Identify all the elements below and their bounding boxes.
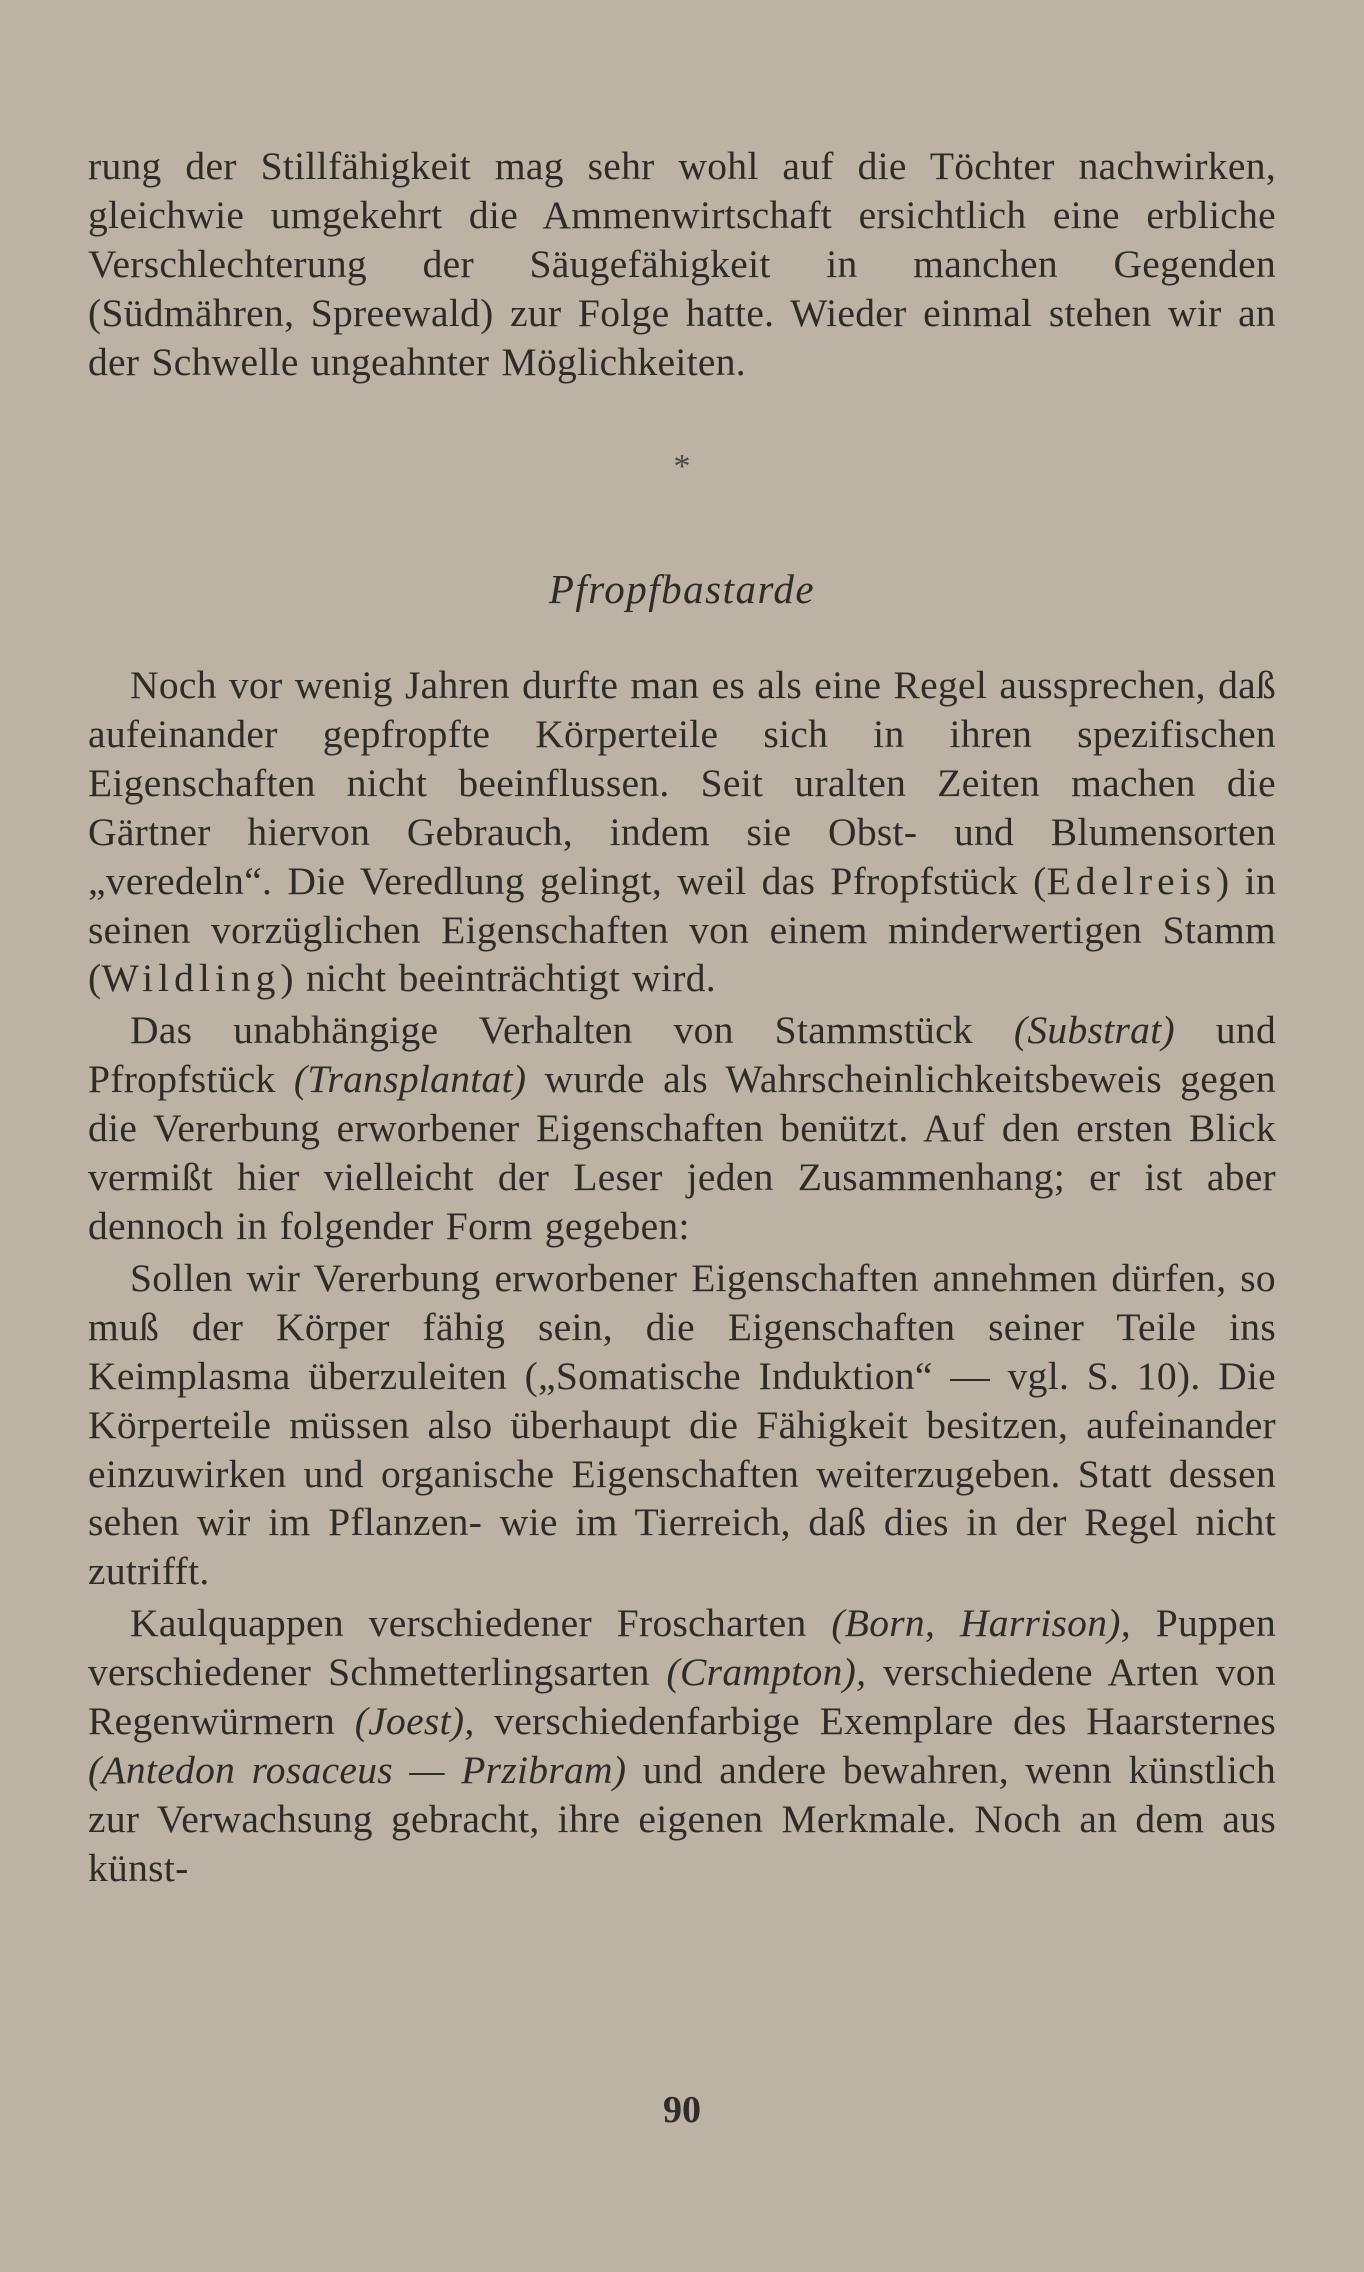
term-wildling: Wildling <box>101 956 281 1001</box>
p1-text-a: Noch vor wenig Jahren durfte man es als eine Regel aussprechen, daß aufeinander gepfropfte Körperteile sich in ihren spezifischen Eigenschaften nicht beeinflussen. Seit uralten Zeiten machen die Gärtner hiervon Gebrauch, indem sie Obst- und Blumensorten „veredeln“. Die Veredlung gelingt, weil das Pfropfstück ( <box>88 663 1276 903</box>
citation-joest: (Joest), <box>354 1699 475 1744</box>
p1-text-b: ) in seinen vorzüglichen Eigenschaften von einem minderwertigen Stamm ( <box>88 858 1276 1001</box>
section-separator: * <box>673 448 691 485</box>
section-heading: Pfropfbastarde <box>548 566 816 612</box>
p2-text-a: Das unabhängige Verhalten von Stammstück <box>130 1008 1014 1053</box>
paragraph-1 <box>88 661 1276 1003</box>
paragraph-2 <box>88 1006 1276 1251</box>
term-substrat: (Substrat) <box>1013 1008 1175 1053</box>
p2-text-c: wurde als Wahrscheinlichkeitsbeweis gegen die Vererbung erworbener Eigenschaften benützt. Auf den ersten Blick vermißt hier vielleicht der Leser jeden Zusammenhang; er ist aber dennoch in folgender Form gegeben: <box>88 1057 1276 1248</box>
p4-text-c: verschiedene Arten von Regenwürmern <box>88 1650 1276 1744</box>
page-number: 90 <box>663 2089 701 2131</box>
p4-text-d: verschiedenfarbige Exemplare des Haarsternes <box>474 1699 1276 1744</box>
p1-text-c: ) nicht beeinträchtigt wird. <box>280 956 716 1001</box>
paragraph-4 <box>88 1599 1276 1892</box>
citation-przibram: (Antedon rosaceus — Przibram) <box>88 1747 627 1792</box>
term-transplantat: (Transplantat) <box>293 1057 527 1102</box>
section-body <box>88 661 1276 1893</box>
paragraph-3: Sollen wir Vererbung erworbener Eigenschaften annehmen dürfen, so muß der Körper fähig sein, die Eigenschaften seiner Teile ins Keimplasma überzuleiten („Somatische Induktion“ — vgl. S. 10). Die Körperteile müssen also überhaupt die Fähigkeit besitzen, aufeinander einzuwirken und organische Eigenschaften weiterzugeben. Statt dessen sehen wir im Pflanzen- wie im Tierreich, daß dies in der Regel nicht zutrifft. <box>88 1255 1276 1594</box>
p2-text-b: und Pfropfstück <box>88 1008 1277 1102</box>
citation-born-harrison: (Born, Harrison), <box>831 1601 1131 1646</box>
paragraph-carryover: rung der Stillfähigkeit mag sehr wohl auf die Töchter nachwirken, gleichwie umgekehrt die Ammenwirtschaft ersichtlich eine erbliche Verschlechterung der Säugefähigkeit in manchen Gegenden (Südmähren, Spreewald) zur Folge hatte. Wieder einmal stehen wir an der Schwelle ungeahnter Möglichkeiten. <box>88 144 1276 384</box>
carryover-paragraph <box>88 142 1276 387</box>
p4-text-a: Kaulquappen verschiedener Froscharten <box>130 1601 832 1646</box>
term-edelreis: Edelreis <box>1046 858 1217 903</box>
citation-crampton: (Crampton), <box>666 1650 867 1695</box>
p4-text-e: und andere bewahren, wenn künstlich zur Verwachsung gebracht, ihre eigenen Merkmale. Noch an dem aus künst- <box>88 1747 1276 1890</box>
p4-text-b: Puppen verschiedener Schmetterlingsarten <box>88 1601 1276 1695</box>
